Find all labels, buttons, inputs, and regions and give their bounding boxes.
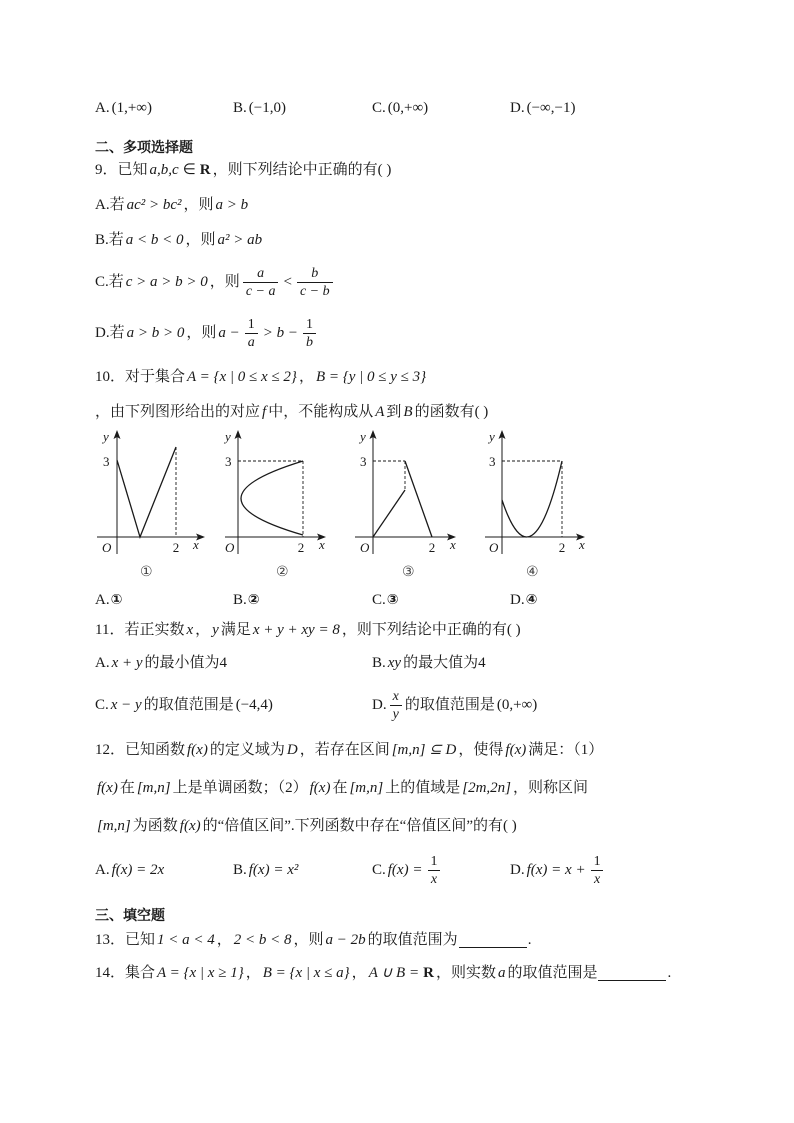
option-text: C.若 bbox=[95, 274, 124, 290]
option-text: 的取值范围是 bbox=[143, 697, 234, 713]
option-label: B. bbox=[233, 592, 247, 608]
x-axis-label: x bbox=[193, 537, 199, 552]
q12-math: f(x) bbox=[309, 780, 331, 796]
option-math: ac² > bc² bbox=[126, 197, 182, 213]
q9-option-b bbox=[95, 230, 264, 250]
q9-option-a bbox=[95, 195, 250, 215]
q12-option-b bbox=[233, 849, 300, 891]
q13-math: a − 2b bbox=[325, 932, 366, 948]
q10-set-b: B = {y | 0 ≤ y ≤ 3} bbox=[315, 369, 427, 385]
q13-text: 的取值范围为 bbox=[367, 932, 458, 948]
graph-3-caption: ③ bbox=[402, 564, 415, 580]
q11-option-a bbox=[95, 653, 227, 673]
option-value: (−∞,−1) bbox=[526, 100, 576, 116]
fraction-denominator: y bbox=[390, 705, 402, 723]
option-text: ，则 bbox=[186, 325, 217, 341]
q10-text: 10．对于集合 bbox=[95, 369, 186, 385]
q10-text: 中，不能构成从 bbox=[268, 404, 374, 420]
option-value: ① bbox=[110, 592, 123, 608]
option-label: A. bbox=[95, 100, 110, 116]
option-math: a > b bbox=[215, 197, 249, 213]
fraction-denominator: x bbox=[428, 870, 440, 888]
y-axis-label: y bbox=[225, 429, 231, 444]
y-tick-label: 3 bbox=[225, 454, 232, 469]
q12-math: [m,n] bbox=[97, 818, 131, 834]
question-10-stem-line-1 bbox=[95, 367, 428, 387]
q14-text: . bbox=[667, 965, 672, 981]
q12-text: 上是单调函数；（2） bbox=[172, 780, 308, 796]
q11-text: ， bbox=[195, 622, 211, 638]
fraction bbox=[245, 316, 258, 351]
question-11-stem bbox=[95, 620, 521, 640]
question-12-stem-line-1 bbox=[95, 740, 603, 760]
function-graph-falling bbox=[405, 461, 432, 537]
option-label: D. bbox=[372, 697, 387, 713]
option-label: C. bbox=[372, 592, 386, 608]
graph-4-caption: ④ bbox=[526, 564, 539, 580]
q14-text: 的取值范围是 bbox=[507, 965, 598, 981]
fraction-denominator: b bbox=[303, 333, 316, 351]
q10-option-d bbox=[510, 590, 537, 610]
q9-math: a,b,c bbox=[149, 162, 179, 178]
q12-text: 的定义域为 bbox=[209, 742, 285, 758]
q12-math: f(x) bbox=[97, 780, 118, 796]
q13-text: ， bbox=[216, 932, 232, 948]
origin-label: O bbox=[102, 540, 112, 555]
option-operator: < bbox=[283, 274, 292, 290]
q13-text: ，则 bbox=[293, 932, 324, 948]
option-text: 的最大值为4 bbox=[403, 655, 486, 671]
q11-math: x bbox=[186, 622, 194, 638]
q8-option-c bbox=[372, 98, 430, 118]
q9-option-d bbox=[95, 312, 319, 354]
q12-text: ，若存在区间 bbox=[299, 742, 390, 758]
q12-text: ，使得 bbox=[458, 742, 504, 758]
option-math: a² > ab bbox=[217, 232, 263, 248]
option-value: ② bbox=[247, 592, 260, 608]
q8-option-b bbox=[233, 98, 288, 118]
option-math: f(x) = x + bbox=[526, 862, 586, 878]
q12-math: [m,n] bbox=[349, 780, 384, 796]
q9-symbol: ∈ bbox=[182, 162, 196, 178]
option-math: > b − bbox=[262, 325, 298, 341]
q12-option-c bbox=[372, 849, 443, 891]
fraction-numerator: 1 bbox=[305, 316, 313, 332]
q14-text: ， bbox=[351, 965, 367, 981]
origin-label: O bbox=[360, 540, 370, 555]
q10-math: f bbox=[262, 404, 267, 420]
graph-2 bbox=[213, 425, 338, 560]
fraction-numerator: 1 bbox=[430, 853, 438, 869]
q12-text: 12．已知函数 bbox=[95, 742, 186, 758]
q10-text: 的函数有( ) bbox=[414, 404, 489, 420]
question-14 bbox=[95, 963, 671, 983]
option-label: D. bbox=[510, 592, 525, 608]
x-axis-label: x bbox=[579, 537, 585, 552]
fraction-denominator: x bbox=[591, 870, 603, 888]
option-text: ，则 bbox=[185, 232, 216, 248]
q12-math: f(x) bbox=[179, 818, 201, 834]
q13-text: . bbox=[527, 932, 532, 948]
option-value: ③ bbox=[386, 592, 399, 608]
option-math: xy bbox=[387, 655, 402, 671]
option-text: D.若 bbox=[95, 325, 125, 341]
option-text: 的取值范围是 bbox=[404, 697, 495, 713]
q10-option-a bbox=[95, 590, 122, 610]
q11-text: 11．若正实数 bbox=[95, 622, 185, 638]
q10-option-c bbox=[372, 590, 399, 610]
fraction bbox=[390, 688, 402, 723]
fraction bbox=[243, 265, 279, 300]
q14-text: ，则实数 bbox=[435, 965, 496, 981]
question-10-stem-line-2 bbox=[95, 402, 488, 422]
q12-math: f(x) bbox=[187, 742, 208, 758]
option-value: (1,+∞) bbox=[111, 100, 152, 116]
q10-set-a: A = {x | 0 ≤ x ≤ 2} bbox=[187, 369, 297, 385]
q14-math: B = {x | x ≤ a} bbox=[262, 965, 350, 981]
y-tick-label: 3 bbox=[360, 454, 367, 469]
option-range: (0,+∞) bbox=[496, 697, 538, 713]
q12-math: [m,n] bbox=[136, 780, 171, 796]
x-axis-label: x bbox=[450, 537, 456, 552]
section-heading-fill-in: 三、填空题 bbox=[95, 907, 165, 923]
fraction bbox=[303, 316, 316, 351]
option-math: a > b > 0 bbox=[126, 325, 185, 341]
q12-text: 上的值域是 bbox=[385, 780, 461, 796]
q12-math: D bbox=[286, 742, 298, 758]
q9-text: 9．已知 bbox=[95, 162, 148, 178]
q12-option-d bbox=[510, 849, 607, 891]
q10-text: ， bbox=[298, 369, 314, 385]
x-tick-label: 2 bbox=[297, 540, 305, 555]
option-math: c > a > b > 0 bbox=[125, 274, 208, 290]
graph-3 bbox=[348, 425, 468, 560]
q11-math: y bbox=[212, 622, 219, 638]
fraction-denominator: c − b bbox=[297, 282, 333, 300]
q11-option-d bbox=[372, 684, 539, 726]
y-axis-label: y bbox=[360, 429, 366, 444]
q12-text: ，则称区间 bbox=[513, 780, 589, 796]
option-text: B.若 bbox=[95, 232, 124, 248]
q8-option-a bbox=[95, 98, 154, 118]
fraction-numerator: x bbox=[392, 688, 399, 704]
q9-real-set: R bbox=[199, 162, 211, 178]
q13-math: 1 < a < 4 bbox=[157, 932, 215, 948]
q11-text: ，则下列结论中正确的有( ) bbox=[341, 622, 521, 638]
q10-text: 到 bbox=[386, 404, 402, 420]
option-math: x + y bbox=[111, 655, 143, 671]
option-value: ④ bbox=[525, 592, 538, 608]
function-graph bbox=[502, 461, 562, 537]
q12-math: [m,n] ⊆ D bbox=[391, 742, 457, 758]
q10-text: ，由下列图形给出的对应 bbox=[95, 404, 261, 420]
q14-real-set: R bbox=[423, 965, 434, 981]
option-label: A. bbox=[95, 862, 110, 878]
fraction bbox=[427, 853, 440, 888]
q10-math: A bbox=[375, 404, 385, 420]
option-label: B. bbox=[233, 100, 247, 116]
option-range: (−4,4) bbox=[235, 697, 273, 713]
q12-text: 为函数 bbox=[132, 818, 178, 834]
q11-math: x + y + xy = 8 bbox=[252, 622, 340, 638]
option-label: B. bbox=[372, 655, 386, 671]
fraction-numerator: 1 bbox=[247, 316, 255, 332]
q12-text: 的“倍值区间”.下列函数中存在“倍值区间”的有( ) bbox=[202, 818, 517, 834]
x-tick-label: 2 bbox=[558, 540, 566, 555]
question-9-stem bbox=[95, 160, 391, 180]
option-label: A. bbox=[95, 655, 110, 671]
graph-1-caption: ① bbox=[140, 564, 153, 580]
option-math: f(x) = 2x bbox=[111, 862, 165, 878]
x-tick-label: 2 bbox=[428, 540, 436, 555]
origin-label: O bbox=[489, 540, 499, 555]
q12-text: 在 bbox=[332, 780, 348, 796]
option-label: A. bbox=[95, 592, 110, 608]
q12-math: f(x) bbox=[505, 742, 527, 758]
answer-blank bbox=[598, 966, 666, 981]
q14-math: A = {x | x ≥ 1} bbox=[157, 965, 244, 981]
x-tick-label: 2 bbox=[172, 540, 180, 555]
y-axis-label: y bbox=[103, 429, 109, 444]
option-label: C. bbox=[95, 697, 109, 713]
q14-math: a bbox=[497, 965, 506, 981]
q11-text: 满足 bbox=[220, 622, 251, 638]
q13-math: 2 < b < 8 bbox=[233, 932, 292, 948]
q14-text: ， bbox=[245, 965, 261, 981]
function-graph-rising bbox=[373, 490, 405, 537]
y-axis-label: y bbox=[489, 429, 495, 444]
fraction-denominator: c − a bbox=[243, 282, 279, 300]
function-graph bbox=[117, 447, 176, 537]
q11-option-c bbox=[95, 684, 275, 726]
section-heading-multiple-choice: 二、多项选择题 bbox=[95, 139, 193, 155]
option-label: B. bbox=[233, 862, 247, 878]
option-math: a < b < 0 bbox=[125, 232, 184, 248]
q14-text: 14．集合 bbox=[95, 965, 156, 981]
option-text: ，则 bbox=[209, 274, 240, 290]
q12-text: 在 bbox=[119, 780, 135, 796]
q8-option-d bbox=[510, 98, 577, 118]
fraction-numerator: a bbox=[257, 265, 265, 281]
option-label: C. bbox=[372, 100, 386, 116]
question-12-stem-line-3 bbox=[95, 816, 517, 836]
x-axis-label: x bbox=[319, 537, 325, 552]
fraction bbox=[591, 853, 604, 888]
q12-option-a bbox=[95, 849, 166, 891]
graph-4 bbox=[477, 425, 597, 560]
q13-text: 13．已知 bbox=[95, 932, 156, 948]
y-tick-label: 3 bbox=[103, 454, 110, 469]
question-12-stem-line-2 bbox=[95, 778, 588, 798]
q12-text: 满足：（1） bbox=[528, 742, 604, 758]
graph-2-caption: ② bbox=[276, 564, 289, 580]
q10-math: B bbox=[403, 404, 413, 420]
q10-option-b bbox=[233, 590, 260, 610]
graph-1 bbox=[92, 425, 212, 560]
fraction-numerator: 1 bbox=[593, 853, 601, 869]
option-value: (0,+∞) bbox=[387, 100, 429, 116]
option-value: (−1,0) bbox=[248, 100, 286, 116]
option-label: C. bbox=[372, 862, 386, 878]
q14-math: A ∪ B = bbox=[368, 965, 420, 981]
fraction-denominator: a bbox=[245, 333, 258, 351]
q9-option-c bbox=[95, 261, 336, 303]
option-text: ，则 bbox=[183, 197, 214, 213]
origin-label: O bbox=[225, 540, 235, 555]
fraction bbox=[297, 265, 333, 300]
option-math: f(x) = x² bbox=[248, 862, 299, 878]
y-tick-label: 3 bbox=[489, 454, 496, 469]
fraction-numerator: b bbox=[311, 265, 319, 281]
option-math: f(x) = bbox=[387, 862, 423, 878]
option-label: D. bbox=[510, 862, 525, 878]
option-text: A.若 bbox=[95, 197, 125, 213]
option-math: x − y bbox=[110, 697, 142, 713]
q11-option-b bbox=[372, 653, 486, 673]
option-math: a − bbox=[218, 325, 240, 341]
function-graph bbox=[241, 461, 303, 535]
option-label: D. bbox=[510, 100, 525, 116]
q12-math: [2m,2n] bbox=[462, 780, 512, 796]
answer-blank bbox=[459, 933, 527, 948]
option-text: 的最小值为4 bbox=[144, 655, 228, 671]
question-13 bbox=[95, 930, 531, 950]
q9-text: ，则下列结论中正确的有( ) bbox=[212, 162, 392, 178]
